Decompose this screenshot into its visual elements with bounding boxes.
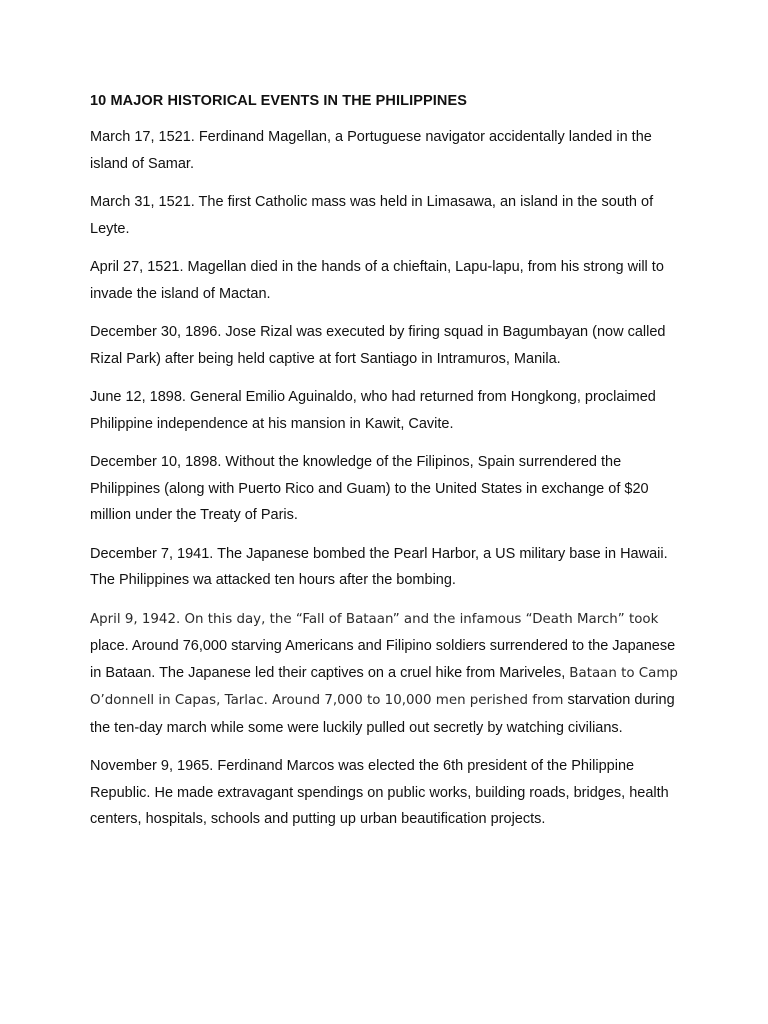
event-paragraph-1941-12-07: December 7, 1941. The Japanese bombed the Pearl Harbor, a US military base in Hawaii. The Philippines wa attacked ten hours after the bombing. [90, 545, 668, 588]
event-paragraph-1965-11-09: November 9, 1965. Ferdinand Marcos was elected the 6th president of the Philippine Republic. He made extravagant spendings on public works, building roads, bridges, health centers, hospitals, schools and putting up urban beautification projects. [90, 758, 669, 827]
document-page [90, 92, 690, 845]
event-text-segment: April 9, 1942. On this day, the “Fall of Bataan” and the infamous “Death March” took [90, 611, 659, 627]
event-paragraph-1521-04-27: April 27, 1521. Magellan died in the hands of a chieftain, Lapu-lapu, from his strong will to invade the island of Mactan. [90, 259, 664, 302]
event-text-segment: place. Around 76,000 starving Americans and Filipino soldiers surrendered to the Japanese in Bataan. The Japanese led their captives on a cruel hike from Mariveles, [90, 638, 676, 681]
document-title: 10 MAJOR HISTORICAL EVENTS IN THE PHILIPPINES [90, 93, 468, 109]
event-paragraph-1942-04-09 [90, 606, 690, 742]
event-paragraph-1521-03-31: March 31, 1521. The first Catholic mass was held in Limasawa, an island in the south of Leyte. [90, 194, 654, 237]
event-text-segment: Bataan to Camp O’donnell in Capas, Tarlac. Around 7,000 to 10,000 men perished from [90, 665, 678, 708]
event-paragraph-1898-12-10: December 10, 1898. Without the knowledge of the Filipinos, Spain surrendered the Philippines (along with Puerto Rico and Guam) to the United States in exchange of $20 million under the Treaty of Paris. [90, 454, 649, 523]
event-paragraph-1896-12-30: December 30, 1896. Jose Rizal was executed by firing squad in Bagumbayan (now called Rizal Park) after being held captive at fort Santiago in Intramuros, Manila. [90, 324, 666, 367]
event-paragraph-1898-06-12: June 12, 1898. General Emilio Aguinaldo, who had returned from Hongkong, proclaimed Philippine independence at his mansion in Kawit, Cavite. [90, 389, 656, 432]
event-paragraph-1521-03-17: March 17, 1521. Ferdinand Magellan, a Portuguese navigator accidentally landed in the island of Samar. [90, 129, 652, 172]
event-text-segment: starvation during the ten-day march while some were luckily pulled out secretly by watching civilians. [90, 692, 675, 736]
